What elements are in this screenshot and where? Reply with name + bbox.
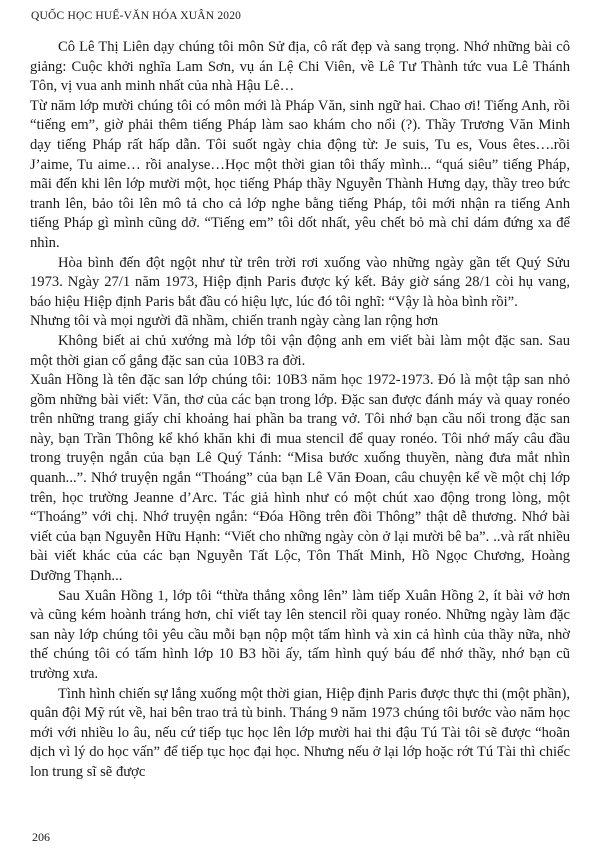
body-text: [30, 38, 570, 783]
paragraph: Tình hình chiến sự lắng xuống một thời gian, Hiệp định Paris được thực thi (một phần), quân đội Mỹ rút về, hai bên trao trả tù binh. Tháng 9 năm 1973 chúng tôi bước vào năm học mới với nhiều lo âu, nếu cứ tiếp tục học lên lớp mười hai thi đậu Tú Tài tôi sẽ được “hoãn dịch vì lý do học vấn” để tiếp tục học đại học. Nhưng nếu ở lại lớp hoặc rớt Tú Tài thì chiếc lon trung sĩ sẽ được: [30, 685, 570, 780]
page-number: 206: [32, 830, 50, 844]
paragraph: Từ năm lớp mười chúng tôi có môn mới là Pháp Văn, sinh ngữ hai. Chao ơi! Tiếng Anh, rồi “tiếng em”, giờ phải thêm tiếng Pháp làm sao khám cho nổi (?). Thầy Trương Văn Minh dạy tiếng Pháp rất hấp dẫn. Tôi suốt ngày chia động từ: Je suis, Tu es, Vous êtes….rồi J’aime, Tu aime… rồi analyse…Học một thời gian tôi thấy mình... “quá siêu” tiếng Pháp, mãi đến khi lên lớp mười một, học tiếng Pháp thầy Nguyễn Thành Hưng dạy, thầy treo bức tranh lên, bảo tôi lên mô tả cho cả lớp nghe bằng tiếng Pháp, tôi mới nhận ra tiếng Anh tiếng Pháp gì mình cũng dở. “Tiếng em” tôi dốt nhất, yêu chết bỏ mà chỉ dám đứng xa để nhìn.: [30, 97, 570, 251]
paragraph: Sau Xuân Hồng 1, lớp tôi “thừa thắng xông lên” làm tiếp Xuân Hồng 2, ít bài vở hơn và cũng kém hoành tráng hơn, chỉ viết tay lên stencil rồi quay ronéo. Những ngày làm đặc san này lớp chúng tôi yêu cầu mỗi bạn nộp một tấm hình và xin cả hình của thầy nữa, nhờ thế chúng tôi có tấm hình lớp 10 B3 hồi ấy, tấm hình quý báu để nhớ thầy, nhớ bạn cũ trường xưa.: [30, 587, 570, 682]
paragraph: Hòa bình đến đột ngột như từ trên trời rơi xuống vào những ngày gần tết Quý Sửu 1973. Ngày 27/1 năm 1973, Hiệp định Paris được ký kết. Bảy giờ sáng 28/1 còi hụ vang, báo hiệu Hiệp định Paris bắt đầu có hiệu lực, lúc đó tôi nghĩ: “Vậy là hòa bình rồi”.: [30, 254, 570, 310]
paragraph: Cô Lê Thị Liên dạy chúng tôi môn Sử địa, cô rất đẹp và sang trọng. Nhớ những bài cô giảng: Cuộc khởi nghĩa Lam Sơn, vụ án Lệ Chi Viên, về Lê Tư Thành tức vua Lê Thánh Tôn, vị vua anh minh nhất của nhà Hậu Lê…: [30, 39, 570, 95]
paragraph: Không biết ai chủ xướng mà lớp tôi vận động anh em viết bài làm một đặc san. Sau một thời gian cố gắng đặc san của 10B3 ra đời.: [30, 332, 570, 369]
paragraph: Nhưng tôi và mọi người đã nhầm, chiến tranh ngày càng lan rộng hơn: [30, 313, 439, 330]
running-header: QUỐC HỌC HUẾ-VĂN HÓA XUÂN 2020: [31, 10, 242, 22]
paragraph: Xuân Hồng là tên đặc san lớp chúng tôi: 10B3 năm học 1972-1973. Đó là một tập san nhỏ gồm những bài viết: Văn, thơ của các bạn trong lớp. Đặc san được đánh máy và quay ronéo trên những trang giấy chỉ khoảng hai phần ba trang vở. Tôi nhớ bạn cầu nối trong đặc san này, bạn Trần Thông kể khó khăn khi đi mua stencil để quay ronéo. Tôi nhớ mấy câu đầu trong truyện ngắn của bạn Lê Quý Tánh: “Misa bước xuống thuyền, nàng đưa mắt nhìn quanh...”. Nhớ truyện ngắn “Thoáng” của bạn Lê Văn Đoan, câu chuyện kể về một chị lớp trên, học trường Jeanne d’Arc. Tác giả hình như có một chút xao động trong lòng, một “Thoáng” với chị. Nhớ truyện ngắn: “Đóa Hồng trên đồi Thông” thật dễ thương. Nhớ bài viết của bạn Nguyễn Hữu Hạnh: “Viết cho những ngày còn ở lại mười bê ba”. ..và rất nhiều bài viết khác của các bạn Nguyễn Tất Lộc, Tôn Thất Minh, Hồ Ngọc Chương, Hoàng Dưỡng Thạnh...: [30, 372, 570, 585]
